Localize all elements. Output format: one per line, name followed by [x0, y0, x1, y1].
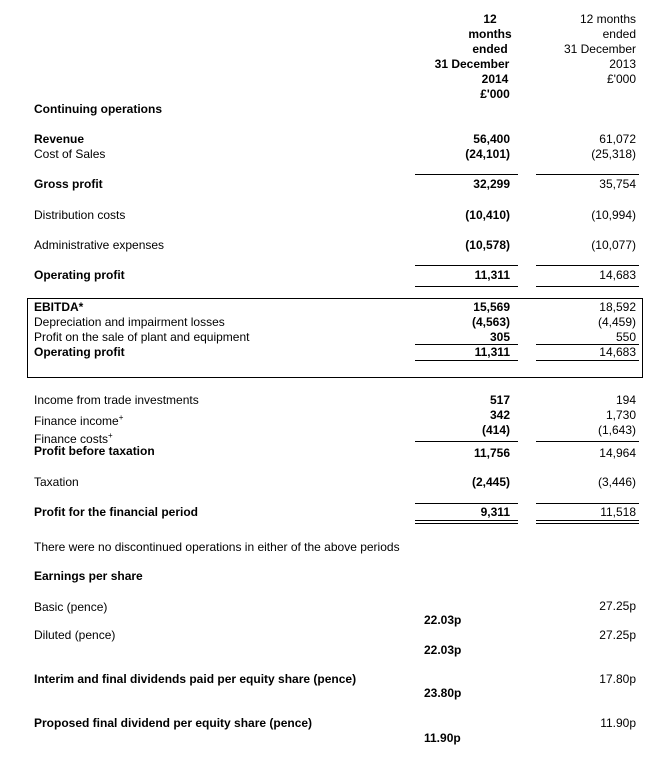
rule-line [536, 523, 639, 524]
value-2013: 27.25p [599, 628, 636, 642]
value-2013: 14,683 [599, 345, 636, 359]
row-label-admin: Administrative expenses [34, 238, 165, 252]
value-2014: 11.90p [424, 731, 461, 745]
rule-line [536, 503, 639, 504]
value-2014: 342 [489, 408, 510, 422]
value-2014: 11,756 [473, 446, 510, 460]
value-2014: 23.80p [424, 686, 462, 700]
rule-line [415, 520, 518, 521]
header-2013-line: 31 December [563, 42, 636, 56]
value-2013: (1,643) [597, 423, 636, 437]
rule-line [415, 265, 518, 266]
value-2013: (3,446) [597, 475, 636, 489]
value-2013: 11.90p [600, 716, 636, 730]
section-eps: Earnings per share [34, 569, 143, 583]
header-2014-line: 12 [483, 12, 497, 26]
row-label-cost-of-sales: Cost of Sales [34, 147, 106, 161]
value-2013: 27.25p [599, 599, 636, 613]
header-2014-line: 2014 [481, 72, 509, 86]
header-2014-line: £'000 [480, 87, 510, 101]
row-label-operating-profit: Operating profit [34, 268, 125, 282]
value-2014: 11,311 [474, 268, 510, 282]
value-2014: 32,299 [473, 177, 510, 191]
row-label-revenue: Revenue [34, 132, 85, 146]
footnote-marker: + [118, 413, 124, 422]
header-2014-line: ended [472, 42, 508, 56]
value-2014: 22.03p [424, 643, 462, 657]
rule-line [536, 360, 639, 361]
value-2014: (10,410) [465, 208, 510, 222]
value-2014: (414) [481, 423, 510, 437]
value-2013: 18,592 [599, 300, 636, 314]
row-label-profit-before-tax: Profit before taxation [34, 444, 155, 458]
row-label-profit-sale: Profit on the sale of plant and equipment [34, 330, 250, 344]
row-label-operating-profit: Operating profit [34, 345, 125, 359]
row-label-ebitda: EBITDA* [34, 300, 84, 314]
rule-line [536, 520, 639, 521]
rule-line [415, 286, 518, 287]
note-discontinued: There were no discontinued operations in either of the above periods [34, 540, 400, 554]
section-continuing: Continuing operations [34, 102, 162, 116]
footnote-marker: + [108, 431, 113, 440]
rule-line [536, 174, 639, 175]
value-2013: (25,318) [591, 147, 636, 161]
value-2014: 305 [489, 330, 510, 344]
value-2013: 14,964 [599, 446, 636, 460]
value-2013: (10,994) [591, 208, 636, 222]
value-2014: 22.03p [424, 613, 462, 627]
rule-line [415, 503, 518, 504]
header-2014-line: 31 December [434, 57, 510, 71]
header-2013-line: 2013 [609, 57, 636, 71]
row-label-proposed-dividend: Proposed final dividend per equity share (pence) [34, 716, 313, 730]
value-2014: (24,101) [465, 147, 510, 161]
row-label-dividends-paid: Interim and final dividends paid per equity share (pence) [34, 672, 357, 686]
rule-line [415, 523, 518, 524]
row-label-basic: Basic (pence) [34, 600, 108, 614]
value-2014: 9,311 [480, 505, 510, 519]
row-label-finance-costs: Finance costs+ [34, 431, 113, 446]
value-2014: (4,563) [471, 315, 510, 329]
rule-line [536, 441, 639, 442]
row-label-distribution: Distribution costs [34, 208, 126, 222]
rule-line [536, 265, 639, 266]
row-label-gross-profit: Gross profit [34, 177, 103, 191]
value-2013: 550 [615, 330, 636, 344]
value-2013: 35,754 [599, 177, 636, 191]
rule-line [415, 174, 518, 175]
rule-line [415, 360, 518, 361]
value-2013: 14,683 [599, 268, 636, 282]
value-2013: (4,459) [597, 315, 636, 329]
row-label-taxation: Taxation [34, 475, 79, 489]
rule-line [415, 441, 518, 442]
value-2013: 11,518 [600, 505, 636, 519]
row-label-trade-investments: Income from trade investments [34, 393, 199, 407]
row-label-finance-income: Finance income+ [34, 413, 124, 428]
value-2013: 194 [615, 393, 636, 407]
row-label-depreciation: Depreciation and impairment losses [34, 315, 225, 329]
value-2013: 17.80p [599, 672, 636, 686]
value-2014: 15,569 [473, 300, 510, 314]
value-2014: 517 [489, 393, 510, 407]
value-2014: (10,578) [465, 238, 510, 252]
row-label-diluted: Diluted (pence) [34, 628, 116, 642]
header-2013-line: £'000 [607, 72, 636, 86]
rule-line [536, 286, 639, 287]
value-2013: 1,730 [605, 408, 636, 422]
value-2014: 56,400 [473, 132, 510, 146]
value-2014: (2,445) [471, 475, 510, 489]
row-label-profit-period: Profit for the financial period [34, 505, 199, 519]
header-2014-line: months [468, 27, 512, 41]
header-2013-line: ended [602, 27, 636, 41]
value-2013: (10,077) [591, 238, 636, 252]
value-2014: 11,311 [474, 345, 510, 359]
header-2013-line: 12 months [579, 12, 636, 26]
value-2013: 61,072 [599, 132, 636, 146]
